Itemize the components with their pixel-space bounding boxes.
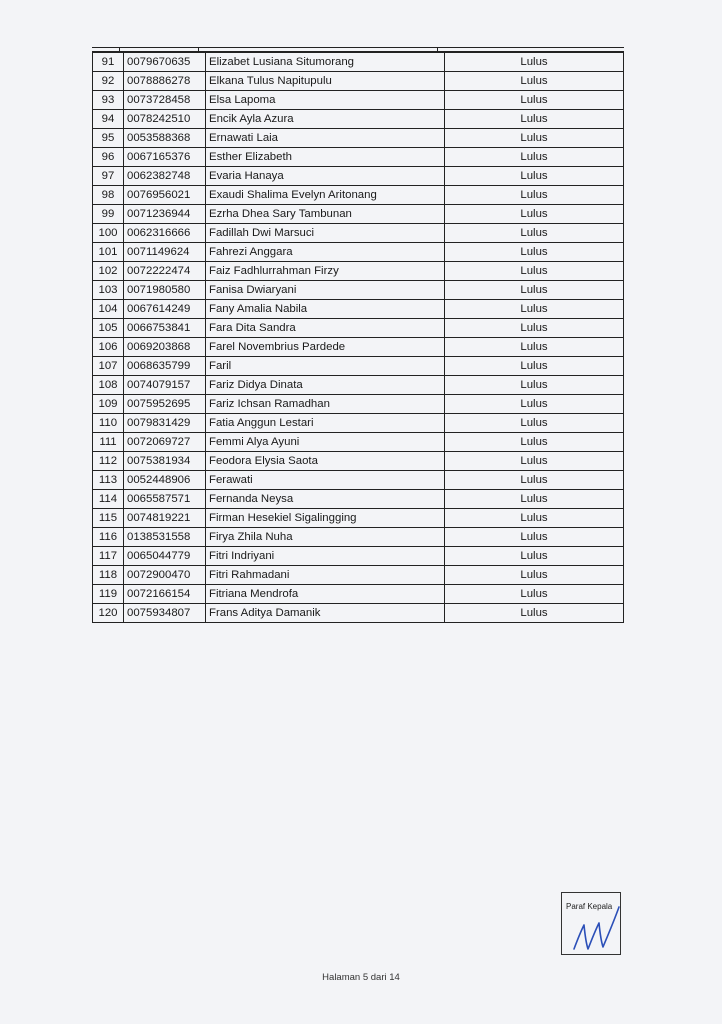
row-nisn: 0065044779 (124, 547, 206, 566)
row-student-name: Encik Ayla Azura (206, 110, 445, 129)
row-status: Lulus (445, 509, 624, 528)
row-number: 116 (93, 528, 124, 547)
row-nisn: 0072222474 (124, 262, 206, 281)
row-student-name: Frans Aditya Damanik (206, 604, 445, 623)
row-number: 99 (93, 205, 124, 224)
row-nisn: 0062382748 (124, 167, 206, 186)
row-student-name: Feodora Elysia Saota (206, 452, 445, 471)
row-number: 93 (93, 91, 124, 110)
row-number: 110 (93, 414, 124, 433)
row-nisn: 0076956021 (124, 186, 206, 205)
row-number: 94 (93, 110, 124, 129)
row-status: Lulus (445, 433, 624, 452)
row-status: Lulus (445, 110, 624, 129)
row-status: Lulus (445, 604, 624, 623)
row-number: 117 (93, 547, 124, 566)
table-row (93, 566, 624, 585)
row-number: 115 (93, 509, 124, 528)
row-nisn: 0079670635 (124, 53, 206, 72)
table-row (93, 509, 624, 528)
row-student-name: Fariz Ichsan Ramadhan (206, 395, 445, 414)
row-student-name: Elkana Tulus Napitupulu (206, 72, 445, 91)
row-number: 92 (93, 72, 124, 91)
row-student-name: Elsa Lapoma (206, 91, 445, 110)
signature-mark (568, 903, 626, 955)
table-row (93, 281, 624, 300)
table-row (93, 528, 624, 547)
table-row (93, 471, 624, 490)
row-nisn: 0071149624 (124, 243, 206, 262)
row-student-name: Fernanda Neysa (206, 490, 445, 509)
row-student-name: Firman Hesekiel Sigalingging (206, 509, 445, 528)
row-number: 105 (93, 319, 124, 338)
row-nisn: 0074079157 (124, 376, 206, 395)
row-nisn: 0062316666 (124, 224, 206, 243)
row-status: Lulus (445, 129, 624, 148)
table-row (93, 243, 624, 262)
row-nisn: 0067614249 (124, 300, 206, 319)
row-nisn: 0075934807 (124, 604, 206, 623)
table-row (93, 167, 624, 186)
table-row (93, 110, 624, 129)
row-number: 102 (93, 262, 124, 281)
row-status: Lulus (445, 186, 624, 205)
table-row (93, 205, 624, 224)
row-number: 107 (93, 357, 124, 376)
table-row (93, 148, 624, 167)
row-number: 100 (93, 224, 124, 243)
row-status: Lulus (445, 566, 624, 585)
row-student-name: Ferawati (206, 471, 445, 490)
row-nisn: 0079831429 (124, 414, 206, 433)
row-nisn: 0053588368 (124, 129, 206, 148)
row-nisn: 0067165376 (124, 148, 206, 167)
row-number: 91 (93, 53, 124, 72)
table-row (93, 395, 624, 414)
row-number: 119 (93, 585, 124, 604)
table-row (93, 186, 624, 205)
table-row (93, 338, 624, 357)
table-row (93, 319, 624, 338)
row-status: Lulus (445, 357, 624, 376)
row-student-name: Fadillah Dwi Marsuci (206, 224, 445, 243)
row-status: Lulus (445, 376, 624, 395)
row-student-name: Faril (206, 357, 445, 376)
row-nisn: 0072166154 (124, 585, 206, 604)
row-status: Lulus (445, 91, 624, 110)
page-number: Halaman 5 dari 14 (322, 972, 400, 983)
paraf-box (561, 892, 621, 955)
row-status: Lulus (445, 319, 624, 338)
row-nisn: 0065587571 (124, 490, 206, 509)
row-status: Lulus (445, 490, 624, 509)
row-student-name: Fariz Didya Dinata (206, 376, 445, 395)
row-student-name: Fanisa Dwiaryani (206, 281, 445, 300)
row-student-name: Exaudi Shalima Evelyn Aritonang (206, 186, 445, 205)
row-status: Lulus (445, 205, 624, 224)
row-number: 120 (93, 604, 124, 623)
row-nisn: 0078242510 (124, 110, 206, 129)
table-row (93, 376, 624, 395)
row-number: 95 (93, 129, 124, 148)
row-status: Lulus (445, 452, 624, 471)
row-number: 108 (93, 376, 124, 395)
row-status: Lulus (445, 547, 624, 566)
row-number: 101 (93, 243, 124, 262)
row-number: 104 (93, 300, 124, 319)
row-status: Lulus (445, 262, 624, 281)
paraf-label: Paraf Kepala (566, 902, 613, 911)
row-student-name: Fitriana Mendrofa (206, 585, 445, 604)
row-status: Lulus (445, 395, 624, 414)
row-nisn: 0071236944 (124, 205, 206, 224)
row-number: 111 (93, 433, 124, 452)
table-row (93, 585, 624, 604)
row-student-name: Evaria Hanaya (206, 167, 445, 186)
table-row (93, 357, 624, 376)
table-row (93, 604, 624, 623)
row-number: 112 (93, 452, 124, 471)
row-student-name: Femmi Alya Ayuni (206, 433, 445, 452)
graduation-results-table (92, 52, 624, 623)
row-student-name: Fatia Anggun Lestari (206, 414, 445, 433)
row-nisn: 0052448906 (124, 471, 206, 490)
table-row (93, 91, 624, 110)
row-number: 118 (93, 566, 124, 585)
row-nisn: 0072069727 (124, 433, 206, 452)
row-status: Lulus (445, 281, 624, 300)
row-number: 109 (93, 395, 124, 414)
row-status: Lulus (445, 338, 624, 357)
table-row (93, 53, 624, 72)
row-status: Lulus (445, 243, 624, 262)
table-row (93, 72, 624, 91)
row-number: 113 (93, 471, 124, 490)
row-status: Lulus (445, 148, 624, 167)
row-number: 96 (93, 148, 124, 167)
row-nisn: 0075952695 (124, 395, 206, 414)
row-number: 97 (93, 167, 124, 186)
row-nisn: 0138531558 (124, 528, 206, 547)
row-nisn: 0072900470 (124, 566, 206, 585)
table-row (93, 490, 624, 509)
row-student-name: Ernawati Laia (206, 129, 445, 148)
row-status: Lulus (445, 528, 624, 547)
row-status: Lulus (445, 167, 624, 186)
table-row (93, 262, 624, 281)
row-student-name: Esther Elizabeth (206, 148, 445, 167)
row-student-name: Ezrha Dhea Sary Tambunan (206, 205, 445, 224)
row-nisn: 0069203868 (124, 338, 206, 357)
row-status: Lulus (445, 300, 624, 319)
row-number: 106 (93, 338, 124, 357)
row-status: Lulus (445, 414, 624, 433)
row-nisn: 0066753841 (124, 319, 206, 338)
row-student-name: Fitri Indriyani (206, 547, 445, 566)
table-row (93, 129, 624, 148)
row-status: Lulus (445, 53, 624, 72)
table-row (93, 300, 624, 319)
row-student-name: Fahrezi Anggara (206, 243, 445, 262)
row-nisn: 0075381934 (124, 452, 206, 471)
row-student-name: Faiz Fadhlurrahman Firzy (206, 262, 445, 281)
table-row (93, 547, 624, 566)
row-student-name: Fara Dita Sandra (206, 319, 445, 338)
row-student-name: Firya Zhila Nuha (206, 528, 445, 547)
row-status: Lulus (445, 585, 624, 604)
row-student-name: Farel Novembrius Pardede (206, 338, 445, 357)
results-table-body (93, 53, 624, 623)
row-number: 103 (93, 281, 124, 300)
row-nisn: 0074819221 (124, 509, 206, 528)
row-nisn: 0073728458 (124, 91, 206, 110)
table-row (93, 224, 624, 243)
table-row (93, 414, 624, 433)
row-nisn: 0078886278 (124, 72, 206, 91)
row-status: Lulus (445, 224, 624, 243)
row-student-name: Fany Amalia Nabila (206, 300, 445, 319)
row-status: Lulus (445, 471, 624, 490)
row-nisn: 0071980580 (124, 281, 206, 300)
table-row (93, 433, 624, 452)
row-number: 98 (93, 186, 124, 205)
table-row (93, 452, 624, 471)
row-student-name: Elizabet Lusiana Situmorang (206, 53, 445, 72)
row-nisn: 0068635799 (124, 357, 206, 376)
row-status: Lulus (445, 72, 624, 91)
row-number: 114 (93, 490, 124, 509)
row-student-name: Fitri Rahmadani (206, 566, 445, 585)
